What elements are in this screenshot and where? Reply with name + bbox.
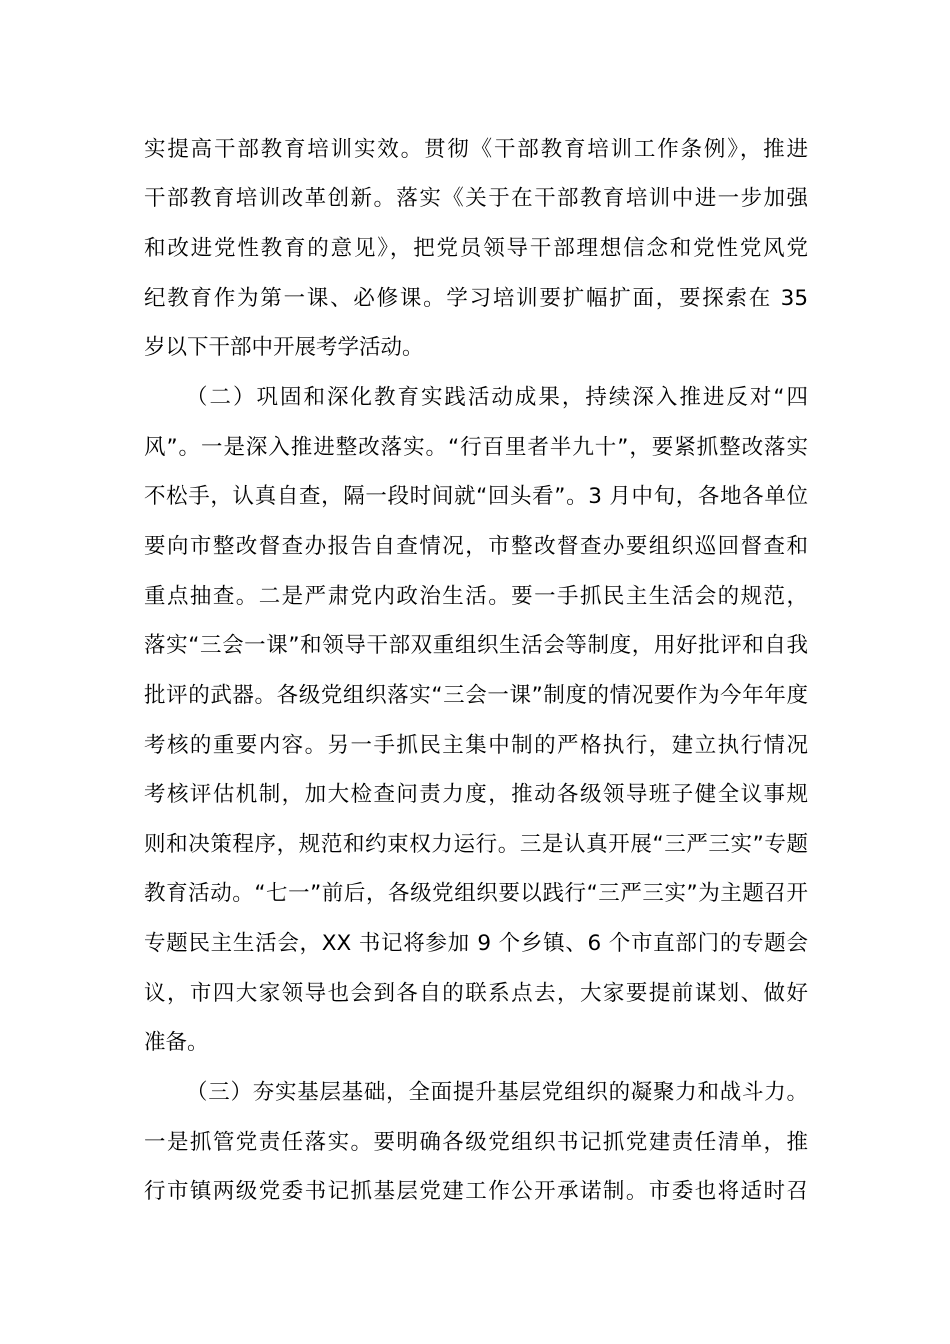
text-line: 风”。一是深入推进整改落实。“行百里者半九十”，要紧抓整改落实 — [144, 435, 808, 460]
text-line: 考核评估机制，加大检查问责力度，推动各级领导班子健全议事规 — [144, 782, 808, 807]
text-line: 要向市整改督查办报告自查情况，市整改督查办要组织巡回督查和 — [144, 534, 808, 559]
text-line: 纪教育作为第一课、必修课。学习培训要扩幅扩面，要探索在 35 — [144, 286, 808, 311]
text-line: 岁以下干部中开展考学活动。 — [144, 335, 424, 360]
text-line: 不松手，认真自查，隔一段时间就“回头看”。3 月中旬，各地各单位 — [144, 484, 808, 509]
paragraph-heading-2: （二）巩固和深化教育实践活动成果，持续深入推进反对“四 — [186, 385, 808, 410]
text-line: 和改进党性教育的意见》，把党员领导干部理想信念和党性党风党 — [144, 236, 808, 261]
text-line: 则和决策程序，规范和约束权力运行。三是认真开展“三严三实”专题 — [144, 832, 808, 857]
text-line: 实提高干部教育培训实效。贯彻《干部教育培训工作条例》，推进 — [144, 137, 808, 162]
text-line: 落实“三会一课”和领导干部双重组织生活会等制度，用好批评和自我 — [144, 633, 808, 658]
text-line: 议，市四大家领导也会到各自的联系点去，大家要提前谋划、做好 — [144, 981, 808, 1006]
text-line: 准备。 — [144, 1030, 209, 1055]
text-line: 批评的武器。各级党组织落实“三会一课”制度的情况要作为今年年度 — [144, 683, 808, 708]
text-line: 考核的重要内容。另一手抓民主集中制的严格执行，建立执行情况 — [144, 733, 808, 758]
text-line: 干部教育培训改革创新。落实《关于在干部教育培训中进一步加强 — [144, 186, 808, 211]
text-line: 专题民主生活会，XX 书记将参加 9 个乡镇、6 个市直部门的专题会 — [144, 931, 808, 956]
text-line: 重点抽查。二是严肃党内政治生活。要一手抓民主生活会的规范， — [144, 584, 808, 609]
text-line: 一是抓管党责任落实。要明确各级党组织书记抓党建责任清单，推 — [144, 1130, 808, 1155]
text-line: 教育活动。“七一”前后，各级党组织要以践行“三严三实”为主题召开 — [144, 881, 808, 906]
text-line: 行市镇两级党委书记抓基层党建工作公开承诺制。市委也将适时召 — [144, 1179, 808, 1204]
paragraph-heading-3: （三）夯实基层基础，全面提升基层党组织的凝聚力和战斗力。 — [186, 1080, 808, 1105]
